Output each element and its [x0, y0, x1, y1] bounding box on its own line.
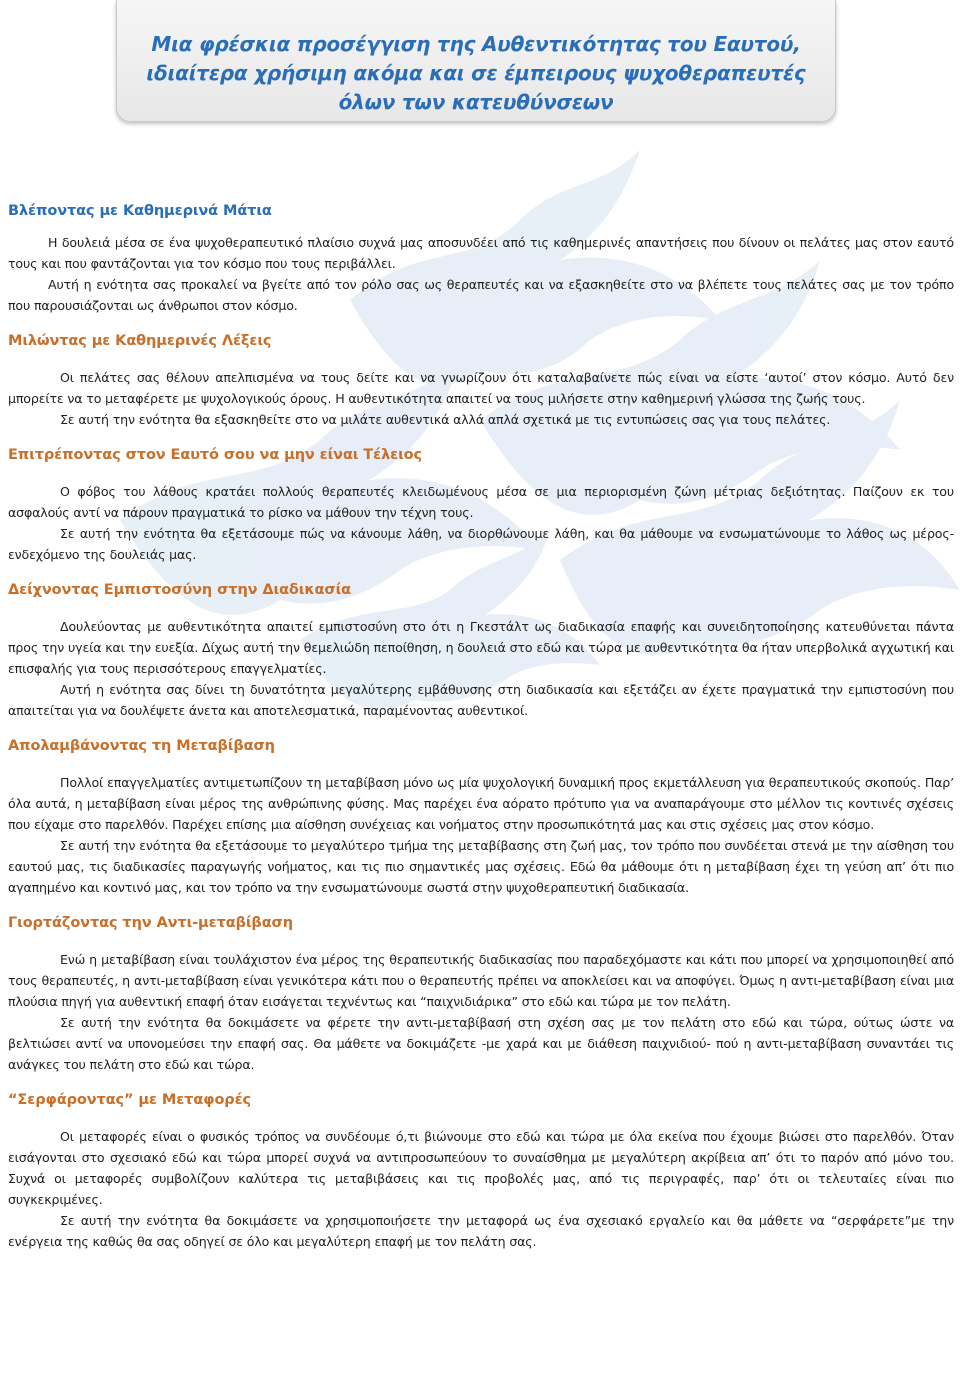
section-seeing-everyday-eyes — [8, 200, 954, 316]
paragraph: Ο φόβος του λάθους κρατάει πολλούς θεραπευτές κλειδωμένους μέσα σε μια περιορισμένη ζώνη μέτριας δεξιότητας. Παίζουν εκ του ασφαλούς αντί να πάρουν πραγματικά το ρίσκο να μάθουν την τέχνη τους. — [8, 484, 954, 520]
section-heading: Επιτρέποντας στον Εαυτό σου να μην είναι Τέλειος — [8, 447, 423, 463]
section-heading: Δείχνοντας Εμπιστοσύνη στην Διαδικασία — [8, 582, 352, 598]
paragraph: Η δουλειά μέσα σε ένα ψυχοθεραπευτικό πλαίσιο συχνά μας αποσυνδέει από τις καθημερινές απαντήσεις που δίνουν οι πελάτες μας στον εαυτό τους και που φαντάζονται για τον κόσμο που τους περιβάλλει. — [8, 235, 954, 271]
section-heading: Γιορτάζοντας την Αντι-μεταβίβαση — [8, 915, 293, 931]
paragraph: Πολλοί επαγγελματίες αντιμετωπίζουν τη μεταβίβαση μόνο ως μία ψυχολογική δυναμική προς εκμετάλλευση για θεραπευτικούς σκοπούς. Παρ’ όλα αυτά, η μεταβίβαση είναι μέρος της ανθρώπινης φύσης. Μας παρέχει ένα αόρατο πρότυπο για να αναπαράγουμε στο μέλλον τις κοντινές σχέσεις που είχαμε στο παρελθόν. Παρέχει επίσης μια αίσθηση συνέχειας και νοήματος στην προσωπικότητά μας και στις σχέσεις μας στον κόσμο. — [8, 775, 954, 832]
section-heading: “Σερφάροντας” με Μεταφορές — [8, 1092, 252, 1108]
paragraph: Δουλεύοντας με αυθεντικότητα απαιτεί εμπιστοσύνη στο ότι η Γκεστάλτ ως διαδικασία επαφής και συνειδητοποίησης κατευθύνεται πάντα προς την υγεία και την ευεξία. Δίχως αυτή την θεμελιώδη πεποίθηση, η δουλειά στο εδώ και τώρα με αυθεντικότητα θα ήταν υπερβολικά αγχωτική και επισφαλής για τους περισσότερους επαγγελματίες. — [8, 619, 954, 676]
paragraph: Σε αυτή την ενότητα θα δοκιμάσετε να φέρετε την αντι-μεταβίβασή στη σχέση σας με τον πελάτη στο εδώ και τώρα, ούτως ώστε να βελτιώσει αντί να υπονομεύσει την επαφή σας. Θα μάθετε να δοκιμάζετε -με χαρά και με διάθεση παιχνιδιού- πού η αντι-μεταβίβαση συναντάει τις ανάγκες του πελάτη στο εδώ και τώρα. — [8, 1015, 954, 1072]
title-line: όλων των κατευθύνσεων — [338, 90, 614, 114]
section-heading: Απολαμβάνοντας τη Μεταβίβαση — [8, 738, 275, 754]
paragraph: Σε αυτή την ενότητα θα δοκιμάσετε να χρησιμοποιήσετε την μεταφορά ως ένα σχεσιακό εργαλείο και θα μάθετε να “σερφάρετε”με την ενέργεια της καθώς θα σας οδηγεί σε όλο και μεγαλύτερη επαφή με τον πελάτη σας. — [8, 1213, 954, 1249]
section-speaking-everyday-words — [8, 330, 954, 430]
section-enjoying-transference — [8, 735, 954, 898]
section-heading: Μιλώντας με Καθημερινές Λέξεις — [8, 333, 272, 349]
paragraph: Σε αυτή την ενότητα θα εξασκηθείτε στο να μιλάτε αυθεντικά αλλά απλά σχετικά με τις εντυπώσεις σας για τους πελάτες. — [60, 412, 831, 427]
paragraph: Σε αυτή την ενότητα θα εξετάσουμε πώς να κάνουμε λάθη, να διορθώνουμε λάθη, και θα μάθουμε να ενσωματώνουμε το λάθος ως μέρος-ενδεχόμενο της δουλειάς μας. — [8, 526, 954, 562]
title-line: ιδιαίτερα χρήσιμη ακόμα και σε έμπειρους ψυχοθεραπευτές — [146, 61, 806, 85]
title-line: Μια φρέσκια προσέγγιση της Αυθεντικότητας του Εαυτού, — [151, 32, 801, 56]
paragraph: Σε αυτή την ενότητα θα εξετάσουμε το μεγαλύτερο τμήμα της μεταβίβασης στη ζωή μας, τον τρόπο που συνδέεται στενά με την αίσθηση του εαυτού μας, τις διαδικασίες παραγωγής νοήματος, και τις πιο σημαντικές μας σχέσεις. Εδώ θα μάθουμε ότι η μεταβίβαση έχει τη γεύση απ’ ότι πιο αγαπημένο και κοντινό μας, και τον τρόπο να την ενσωματώνουμε σωστά στην ψυχοθεραπευτική διαδικασία. — [8, 838, 954, 895]
paragraph: Αυτή η ενότητα σας προκαλεί να βγείτε από τον ρόλο σας ως θεραπευτές και να εξασκηθείτε στο να βλέπετε τους πελάτες σας με τον τρόπο που παρουσιάζονται ως άνθρωποι στον κόσμο. — [8, 277, 954, 313]
document-body — [8, 200, 954, 1266]
paragraph: Αυτή η ενότητα σας δίνει τη δυνατότητα μεγαλύτερης εμβάθυνσης στη διαδικασία και εξετάζει αν έχετε πραγματικά την εμπιστοσύνη που απαιτείται για να δουλέψετε άνετα και αποτελεσματικά, παραμένοντας αυθεντικοί. — [8, 682, 954, 718]
paragraph: Οι πελάτες σας θέλουν απελπισμένα να τους δείτε και να γνωρίζουν ότι καταλαβαίνετε πώς είναι να είστε ‘αυτοί’ στον κόσμο. Αυτό δεν μπορείτε να το μεταφέρετε με ψυχολογικούς όρους. Η αυθεντικότητα απαιτεί να τους μιλήσετε στην καθημερινή γλώσσα της ζωής τους. — [8, 370, 954, 406]
section-allowing-imperfection — [8, 444, 954, 565]
section-trusting-process — [8, 579, 954, 721]
paragraph: Ενώ η μεταβίβαση είναι τουλάχιστον ένα μέρος της θεραπευτικής διαδικασίας που παραδεχόμαστε και κάτι που μπορεί να χρησιμοποιηθεί από τους θεραπευτές, η αντι-μεταβίβαση είναι γενικότερα κάτι που ο θεραπευτής πρέπει να αποκλείσει και να αποφύγει. Όμως η αντι-μεταβίβαση είναι μια πλούσια πηγή για αυθεντική επαφή όταν εισάγεται τεχνέντως και “παιχνιδιάρικα” στο εδώ και τώρα με τον πελάτη. — [8, 952, 954, 1009]
section-celebrating-countertransference — [8, 912, 954, 1075]
section-heading: Βλέποντας με Καθημερινά Μάτια — [8, 203, 272, 219]
paragraph: Οι μεταφορές είναι ο φυσικός τρόπος να συνδέουμε ό,τι βιώνουμε στο εδώ και τώρα με όλα εκείνα που έχουμε βιώσει στο παρελθόν. Όταν εισάγονται στο σχεσιακό εδώ και τώρα μπορεί συχνά να αντιπροσωπεύουν το συναίσθημα με μεγαλύτερη ακρίβεια απ’ ότι το παρόν από μόνο του. Συχνά οι μεταφορές συμβολίζουν καλύτερα τις μεταβιβάσεις και τις προβολές μας, από τις περιγραφές, παρ’ ότι οι τελευταίες είναι πιο συγκεκριμένες. — [8, 1129, 954, 1207]
section-surfing-metaphors — [8, 1089, 954, 1252]
document-title — [116, 30, 836, 117]
